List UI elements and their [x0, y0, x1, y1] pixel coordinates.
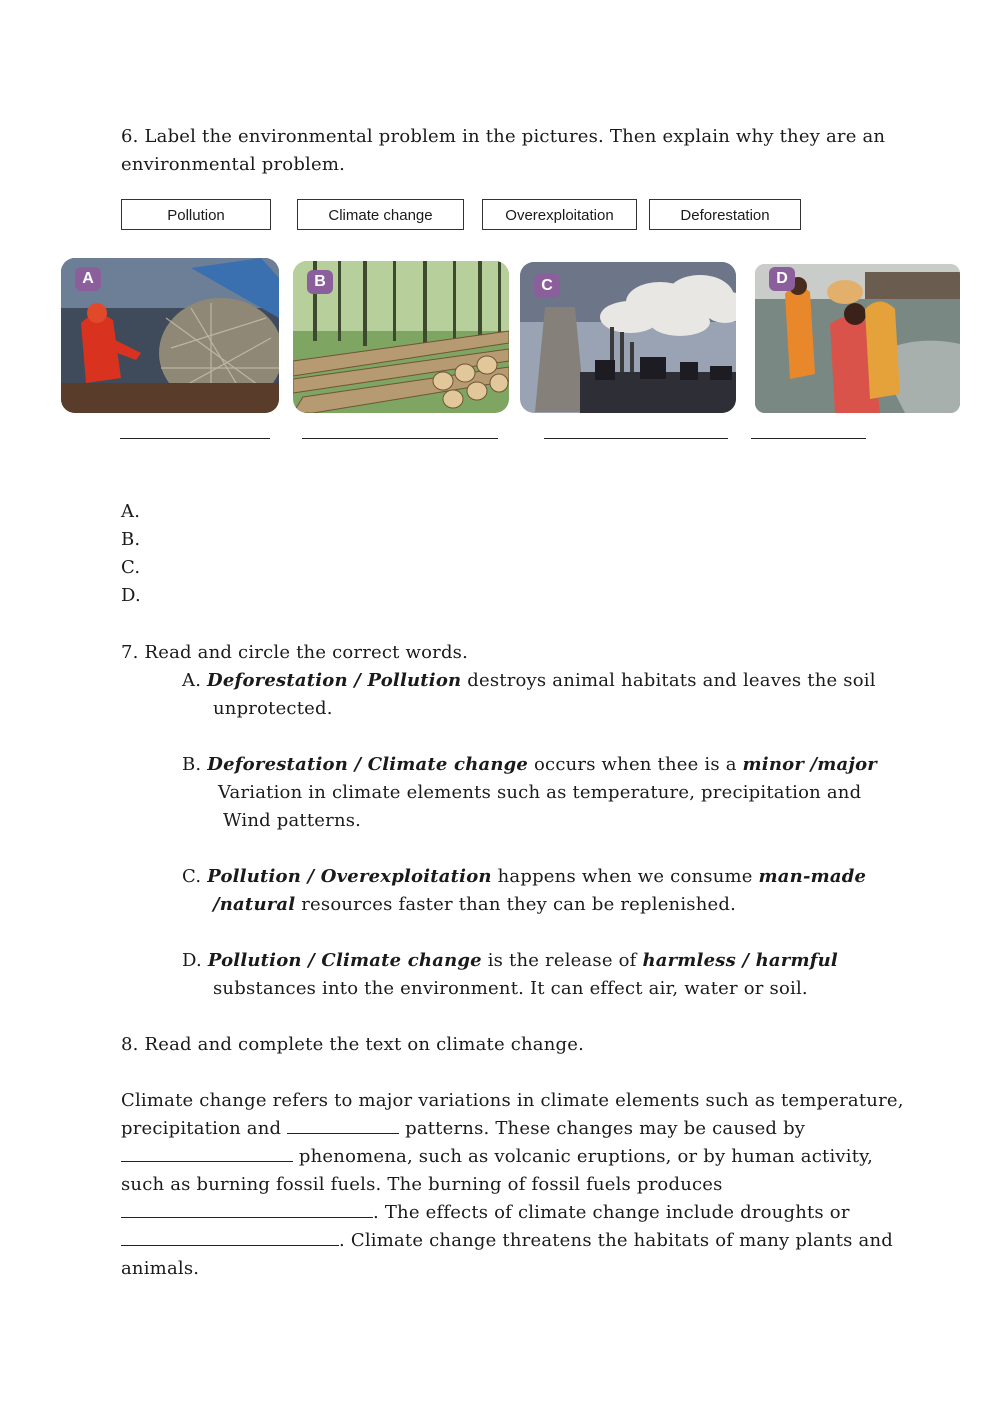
- q8-blank-wind[interactable]: [287, 1119, 399, 1134]
- q8-title: 8. Read and complete the text on climate change.: [121, 1034, 585, 1055]
- explain-label-d: D.: [121, 585, 141, 606]
- q7-item-d: [182, 950, 838, 971]
- q8-line5: [121, 1202, 850, 1223]
- q7-b-choice2[interactable]: minor /major: [742, 754, 877, 775]
- q7-a-line2: unprotected.: [213, 698, 333, 719]
- q7-d-line2: substances into the environment. It can effect air, water or soil.: [213, 978, 808, 999]
- q7-d-choice[interactable]: Pollution / Climate change: [207, 950, 482, 971]
- q7-b-choice[interactable]: Deforestation / Climate change: [207, 754, 529, 775]
- picture-a-fishing: [61, 258, 279, 413]
- q7-c-line2-choice[interactable]: /natural: [213, 894, 296, 915]
- q8-blank-natural[interactable]: [121, 1147, 293, 1162]
- q8-line5-end: . The effects of climate change include droughts or: [373, 1202, 850, 1223]
- q8-line3: [121, 1146, 873, 1167]
- q8-line4: such as burning fossil fuels. The burning of fossil fuels produces: [121, 1174, 723, 1195]
- q7-c-choice[interactable]: Pollution / Overexploitation: [207, 866, 492, 887]
- picture-d-badge: D: [769, 267, 795, 291]
- picture-b-logs: [293, 261, 509, 413]
- q7-item-a: [182, 670, 876, 691]
- q7-item-b: [182, 754, 877, 775]
- q7-d-prefix: D.: [182, 950, 208, 971]
- explain-label-b: B.: [121, 529, 141, 550]
- q7-b-line2: Variation in climate elements such as temperature, precipitation and: [218, 782, 862, 803]
- q8-line6-end: . Climate change threatens the habitats of many plants and: [339, 1230, 893, 1251]
- q7-a-prefix: A.: [182, 670, 208, 691]
- q7-a-rest: destroys animal habitats and leaves the soil: [461, 670, 876, 691]
- q7-title: 7. Read and circle the correct words.: [121, 642, 469, 663]
- q8-line2-start: precipitation and: [121, 1118, 288, 1139]
- label-answer-line-c[interactable]: [544, 438, 728, 439]
- q8-blank-gases[interactable]: [121, 1203, 373, 1218]
- q8-line7: animals.: [121, 1258, 200, 1279]
- picture-d-flood: [755, 264, 960, 413]
- q7-b-mid: occurs when thee is a: [528, 754, 743, 775]
- q7-c-line2-rest: resources faster than they can be replenished.: [295, 894, 737, 915]
- label-answer-line-a[interactable]: [120, 438, 270, 439]
- q7-c-prefix: C.: [182, 866, 208, 887]
- explain-label-c: C.: [121, 557, 141, 578]
- q8-line1: Climate change refers to major variations in climate elements such as temperature,: [121, 1090, 904, 1111]
- picture-c-badge: C: [534, 274, 560, 298]
- picture-b-badge: B: [307, 270, 333, 294]
- q8-line3-end: phenomena, such as volcanic eruptions, or by human activity,: [293, 1146, 874, 1167]
- q7-d-mid: is the release of: [481, 950, 643, 971]
- q6-title-line1: 6. Label the environmental problem in the pictures. Then explain why they are an: [121, 126, 886, 147]
- q7-a-choice[interactable]: Deforestation / Pollution: [207, 670, 462, 691]
- q6-title-line2: environmental problem.: [121, 154, 346, 175]
- q8-blank-floods[interactable]: [121, 1231, 339, 1246]
- q7-d-choice2[interactable]: harmless / harmful: [642, 950, 838, 971]
- q8-line2: [121, 1118, 805, 1139]
- q7-c-mid: happens when we consume: [491, 866, 759, 887]
- word-bank-pollution: Pollution: [121, 199, 271, 230]
- label-answer-line-d[interactable]: [751, 438, 866, 439]
- q7-c-choice2[interactable]: man-made: [758, 866, 867, 887]
- picture-a-badge: A: [75, 267, 101, 291]
- word-bank-deforestation: Deforestation: [649, 199, 801, 230]
- label-answer-line-b[interactable]: [302, 438, 498, 439]
- q7-b-prefix: B.: [182, 754, 208, 775]
- word-bank-overexploitation: Overexploitation: [482, 199, 637, 230]
- q7-b-line3: Wind patterns.: [223, 810, 362, 831]
- explain-label-a: A.: [121, 501, 141, 522]
- q8-line6: [121, 1230, 893, 1251]
- word-bank-climate-change: Climate change: [297, 199, 464, 230]
- q7-item-c: [182, 866, 866, 887]
- q8-line2-end: patterns. These changes may be caused by: [399, 1118, 806, 1139]
- picture-c-factory: [520, 262, 736, 413]
- q7-c-line2: [213, 894, 736, 915]
